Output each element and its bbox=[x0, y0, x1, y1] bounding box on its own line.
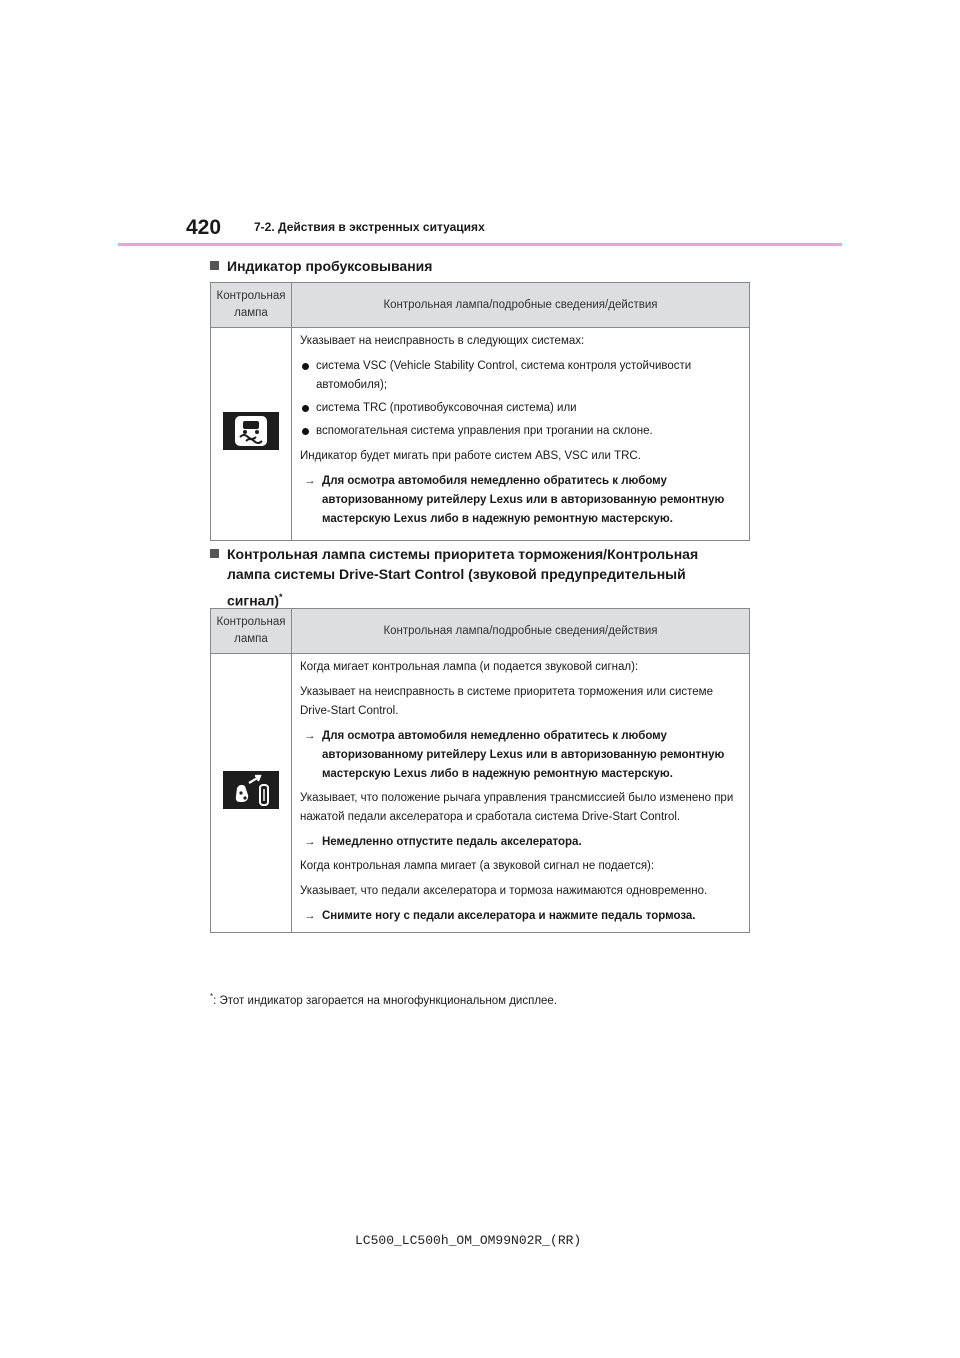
table-row bbox=[211, 654, 750, 933]
action-instruction bbox=[304, 727, 741, 784]
col-header-lamp: Контрольная лампа bbox=[211, 283, 292, 328]
section-heading-text-2: лампа системы Drive-Start Control (звуковой предупредительный bbox=[227, 566, 686, 582]
bullet-text: система VSC (Vehicle Stability Control, система контроля устойчивости автомобиля); bbox=[316, 360, 692, 391]
arrow-icon: → bbox=[304, 730, 316, 742]
chapter-title: 7-2. Действия в экстренных ситуациях bbox=[254, 220, 485, 234]
bullet-text: система TRC (противобуксовочная система) или bbox=[316, 402, 577, 414]
brake-override-icon bbox=[223, 771, 279, 809]
case2-text: Указывает, что положение рычага управления трансмиссией было изменено при нажатой педали акселератора и сработала система Drive-Start Control. bbox=[300, 792, 734, 823]
bullet-dot-icon bbox=[302, 363, 309, 370]
lamp-cell bbox=[211, 328, 292, 541]
case3-title: Когда контрольная лампа мигает (а звуковой сигнал не подается): bbox=[300, 860, 655, 872]
case3-text: Указывает, что педали акселератора и тормоза нажимаются одновременно. bbox=[300, 885, 708, 897]
footer-code: LC500_LC500h_OM_OM99N02R_(RR) bbox=[355, 1233, 582, 1248]
action-text: Для осмотра автомобиля немедленно обратитесь к любому авторизованному ритейлеру Lexus или в авторизованную ремонтную мастерскую Lexus либо в надежную ремонтную мастерскую. bbox=[322, 475, 725, 525]
footnote-mark: * bbox=[279, 592, 283, 602]
table-row bbox=[211, 328, 750, 541]
arrow-icon: → bbox=[304, 910, 316, 922]
footnote-mark: * bbox=[210, 992, 214, 1001]
arrow-icon: → bbox=[304, 836, 316, 848]
brake-override-table bbox=[210, 608, 750, 933]
bullet-dot-icon bbox=[302, 428, 309, 435]
action-instruction bbox=[304, 907, 741, 926]
section-heading-brake-override bbox=[210, 544, 698, 611]
slip-indicator-icon bbox=[223, 412, 279, 450]
col-header-details: Контрольная лампа/подробные сведения/действия bbox=[292, 609, 750, 654]
header-rule bbox=[118, 243, 842, 246]
list-item bbox=[300, 357, 741, 395]
list-item bbox=[300, 422, 741, 441]
section-heading-text: Контрольная лампа системы приоритета торможения/Контрольная bbox=[227, 546, 699, 562]
square-bullet-icon bbox=[210, 261, 219, 270]
table-header-row bbox=[211, 609, 750, 654]
action-instruction bbox=[304, 833, 741, 852]
details-cell bbox=[292, 328, 750, 541]
col-header-lamp: Контрольная лампа bbox=[211, 609, 292, 654]
footnote bbox=[210, 992, 557, 1007]
slip-indicator-table bbox=[210, 282, 750, 541]
list-item bbox=[300, 399, 741, 418]
action-text: Снимите ногу с педали акселератора и нажмите педаль тормоза. bbox=[322, 910, 696, 922]
bullet-text: вспомогательная система управления при трогании на склоне. bbox=[316, 425, 653, 437]
table-header-row bbox=[211, 283, 750, 328]
action-text: Для осмотра автомобиля немедленно обратитесь к любому авторизованному ритейлеру Lexus или в авторизованную ремонтную мастерскую Lexus либо в надежную ремонтную мастерскую. bbox=[322, 730, 725, 780]
arrow-icon: → bbox=[304, 475, 316, 487]
section-heading-text-3: сигнал) bbox=[227, 592, 280, 609]
page-number: 420 bbox=[186, 216, 222, 239]
case1-title: Когда мигает контрольная лампа (и подается звуковой сигнал): bbox=[300, 661, 639, 673]
lamp-cell bbox=[211, 654, 292, 933]
section-heading-slip bbox=[210, 256, 432, 276]
blink-note: Индикатор будет мигать при работе систем ABS, VSC или TRC. bbox=[300, 450, 641, 462]
case1-text: Указывает на неисправность в системе приоритета торможения или системе Drive-Start Control. bbox=[300, 686, 713, 717]
bullet-dot-icon bbox=[302, 405, 309, 412]
footnote-text: : Этот индикатор загорается на многофункциональном дисплее. bbox=[213, 994, 558, 1007]
fault-intro: Указывает на неисправность в следующих системах: bbox=[300, 335, 585, 347]
section-heading-text: Индикатор пробуксовывания bbox=[227, 258, 433, 274]
action-text: Немедленно отпустите педаль акселератора. bbox=[322, 836, 582, 848]
action-instruction bbox=[304, 472, 741, 529]
square-bullet-icon bbox=[210, 549, 219, 558]
details-cell bbox=[292, 654, 750, 933]
col-header-details: Контрольная лампа/подробные сведения/действия bbox=[292, 283, 750, 328]
